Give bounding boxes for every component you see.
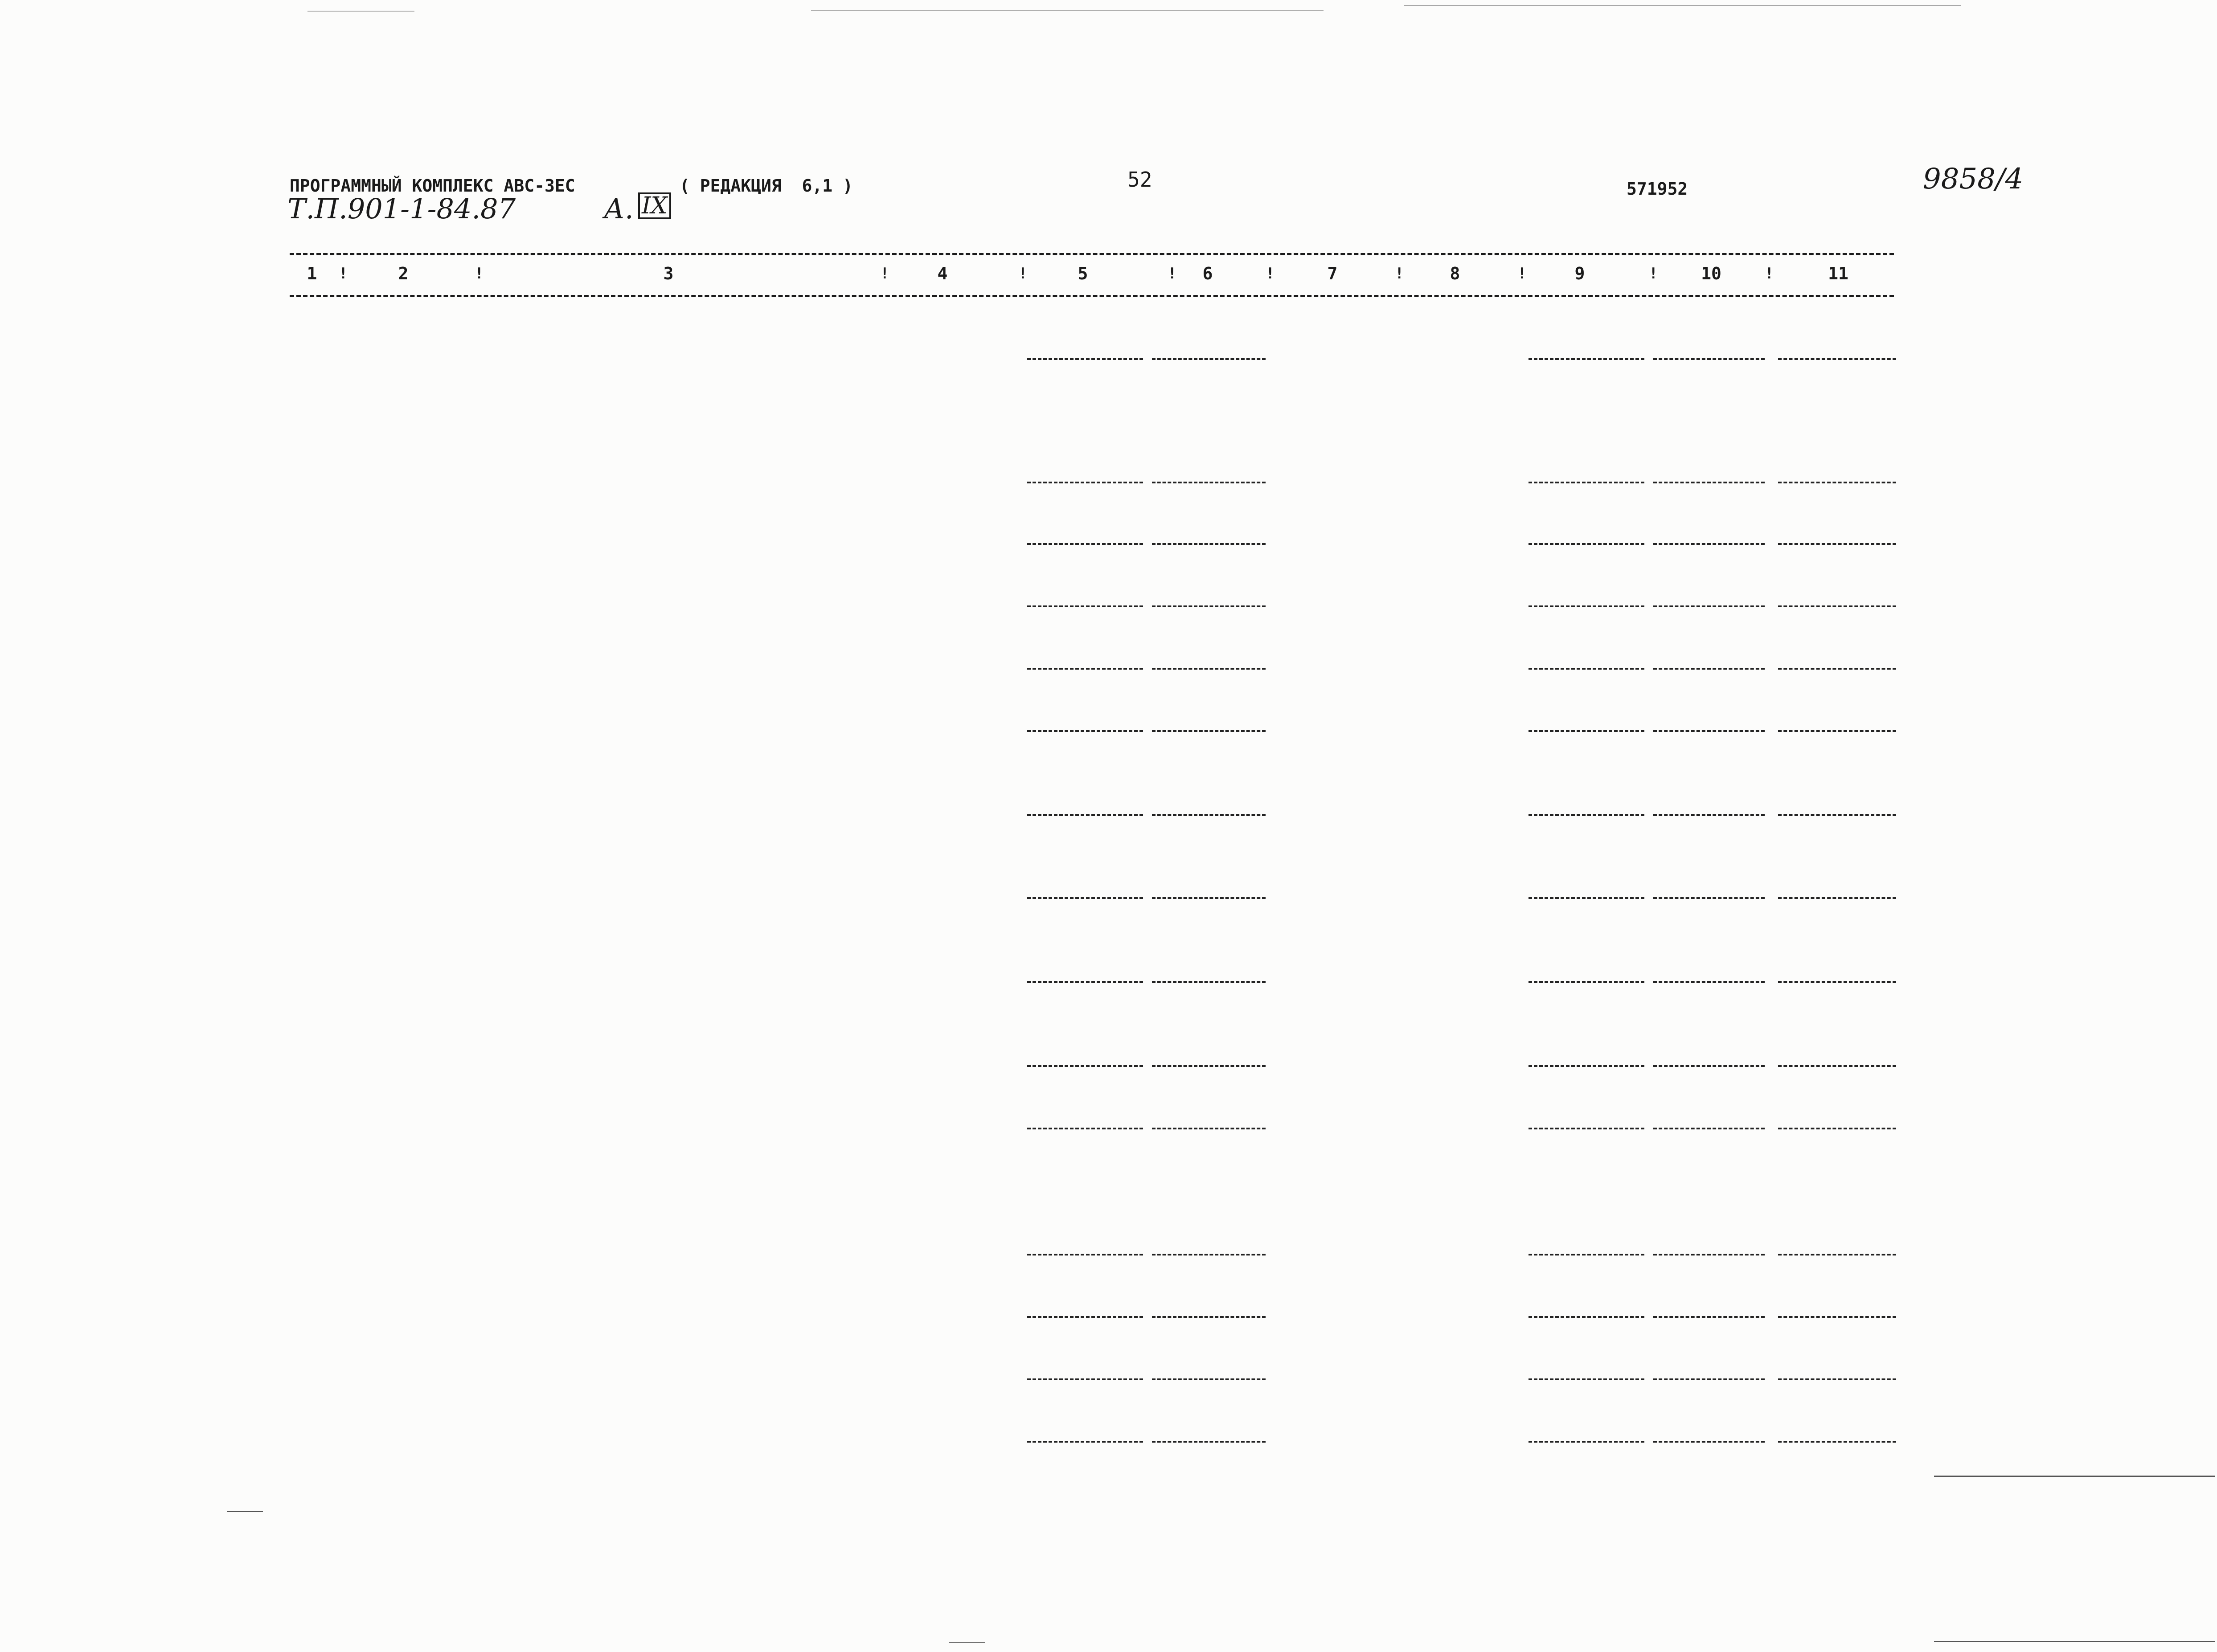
value-underline	[1653, 605, 1765, 607]
column-number: 6	[1202, 264, 1213, 283]
value-underline	[1152, 897, 1266, 899]
value-underline	[1529, 814, 1644, 816]
value-underline	[1653, 482, 1765, 483]
column-separator: !	[1168, 265, 1177, 282]
value-underline	[1529, 730, 1644, 732]
value-underline	[1027, 730, 1143, 732]
value-underline	[1152, 1316, 1266, 1318]
value-underline	[1529, 668, 1644, 670]
value-underline	[1653, 730, 1765, 732]
value-underline	[1653, 1065, 1765, 1067]
value-underline	[1778, 358, 1896, 360]
value-underline	[1529, 981, 1644, 983]
value-underline	[1778, 543, 1896, 545]
value-underline	[1653, 897, 1765, 899]
value-underline	[1152, 482, 1266, 483]
value-underline	[1653, 814, 1765, 816]
value-underline	[1152, 814, 1266, 816]
value-underline	[1778, 1254, 1896, 1255]
value-underline	[1778, 1316, 1896, 1318]
value-underline	[1653, 1441, 1765, 1443]
value-underline	[1653, 668, 1765, 670]
value-underline	[1152, 543, 1266, 545]
value-underline	[1152, 730, 1266, 732]
program-title: ПРОГРАММНЫЙ КОМПЛЕКС АВС-3ЕС	[290, 176, 575, 196]
value-underline	[1027, 482, 1143, 483]
value-underline	[1778, 814, 1896, 816]
value-underline	[1653, 1316, 1765, 1318]
handwritten-album-number: IX	[638, 192, 671, 219]
value-underline	[1653, 1378, 1765, 1380]
value-underline	[1152, 981, 1266, 983]
value-underline	[1778, 1128, 1896, 1129]
value-underline	[1653, 543, 1765, 545]
value-underline	[1027, 605, 1143, 607]
value-underline	[1529, 605, 1644, 607]
column-separator: !	[1649, 265, 1658, 282]
value-underline	[1778, 1378, 1896, 1380]
scan-artifact-line	[227, 1511, 263, 1512]
value-underline	[1653, 358, 1765, 360]
value-underline	[1653, 981, 1765, 983]
column-number: 1	[307, 264, 317, 283]
handwritten-album: А.	[604, 192, 634, 225]
value-underline	[1653, 1254, 1765, 1255]
column-number: 10	[1701, 264, 1721, 283]
header-rule-bottom	[290, 295, 1894, 297]
column-number: 2	[398, 264, 409, 283]
column-number: 8	[1450, 264, 1460, 283]
column-separator: !	[880, 265, 889, 282]
column-separator: !	[1395, 265, 1404, 282]
scan-artifact-line	[1934, 1476, 2215, 1477]
value-underline	[1152, 1378, 1266, 1380]
value-underline	[1778, 897, 1896, 899]
value-underline	[1152, 668, 1266, 670]
column-separator: !	[1517, 265, 1527, 282]
column-separator: !	[339, 265, 348, 282]
value-underline	[1027, 981, 1143, 983]
column-separator: !	[1765, 265, 1774, 282]
value-underline	[1027, 668, 1143, 670]
value-underline	[1152, 605, 1266, 607]
value-underline	[1778, 1065, 1896, 1067]
value-underline	[1778, 730, 1896, 732]
value-underline	[1529, 1441, 1644, 1443]
column-separator: !	[1266, 265, 1275, 282]
scan-artifact-line	[811, 10, 1324, 11]
column-separator: !	[475, 265, 484, 282]
header-rule-top	[290, 253, 1894, 255]
value-underline	[1027, 1065, 1143, 1067]
value-underline	[1152, 358, 1266, 360]
value-underline	[1027, 897, 1143, 899]
value-underline	[1778, 482, 1896, 483]
value-underline	[1529, 358, 1644, 360]
scan-artifact-line	[949, 1642, 985, 1643]
value-underline	[1152, 1254, 1266, 1255]
column-number: 3	[663, 264, 674, 283]
value-underline	[1529, 543, 1644, 545]
document-code: 571952	[1627, 179, 1688, 199]
value-underline	[1529, 897, 1644, 899]
column-number: 7	[1327, 264, 1338, 283]
column-number: 4	[937, 264, 948, 283]
value-underline	[1027, 1254, 1143, 1255]
value-underline	[1152, 1128, 1266, 1129]
value-underline	[1027, 1316, 1143, 1318]
value-underline	[1152, 1441, 1266, 1443]
value-underline	[1778, 668, 1896, 670]
value-underline	[1778, 981, 1896, 983]
value-underline	[1529, 1316, 1644, 1318]
handwritten-sheet-number: 9858/4	[1923, 163, 2024, 196]
value-underline	[1027, 1128, 1143, 1129]
value-underline	[1027, 1441, 1143, 1443]
value-underline	[1529, 1378, 1644, 1380]
value-underline	[1027, 1378, 1143, 1380]
value-underline	[1778, 605, 1896, 607]
handwritten-project-number: Т.П.901-1-84.87	[287, 192, 516, 225]
scan-artifact-line	[1404, 5, 1961, 6]
value-underline	[1152, 1065, 1266, 1067]
value-underline	[1529, 1254, 1644, 1255]
value-underline	[1653, 1128, 1765, 1129]
edition-label: ( РЕДАКЦИЯ 6,1 )	[680, 176, 853, 196]
scan-artifact-line	[307, 11, 414, 12]
value-underline	[1027, 543, 1143, 545]
column-number: 9	[1574, 264, 1585, 283]
page-number: 52	[1127, 168, 1152, 192]
value-underline	[1778, 1441, 1896, 1443]
column-separator: !	[1018, 265, 1028, 282]
value-underline	[1027, 358, 1143, 360]
column-number: 5	[1078, 264, 1088, 283]
value-underline	[1529, 1065, 1644, 1067]
scan-artifact-line	[1934, 1641, 2215, 1642]
value-underline	[1529, 1128, 1644, 1129]
value-underline	[1027, 814, 1143, 816]
value-underline	[1529, 482, 1644, 483]
column-number: 11	[1828, 264, 1848, 283]
